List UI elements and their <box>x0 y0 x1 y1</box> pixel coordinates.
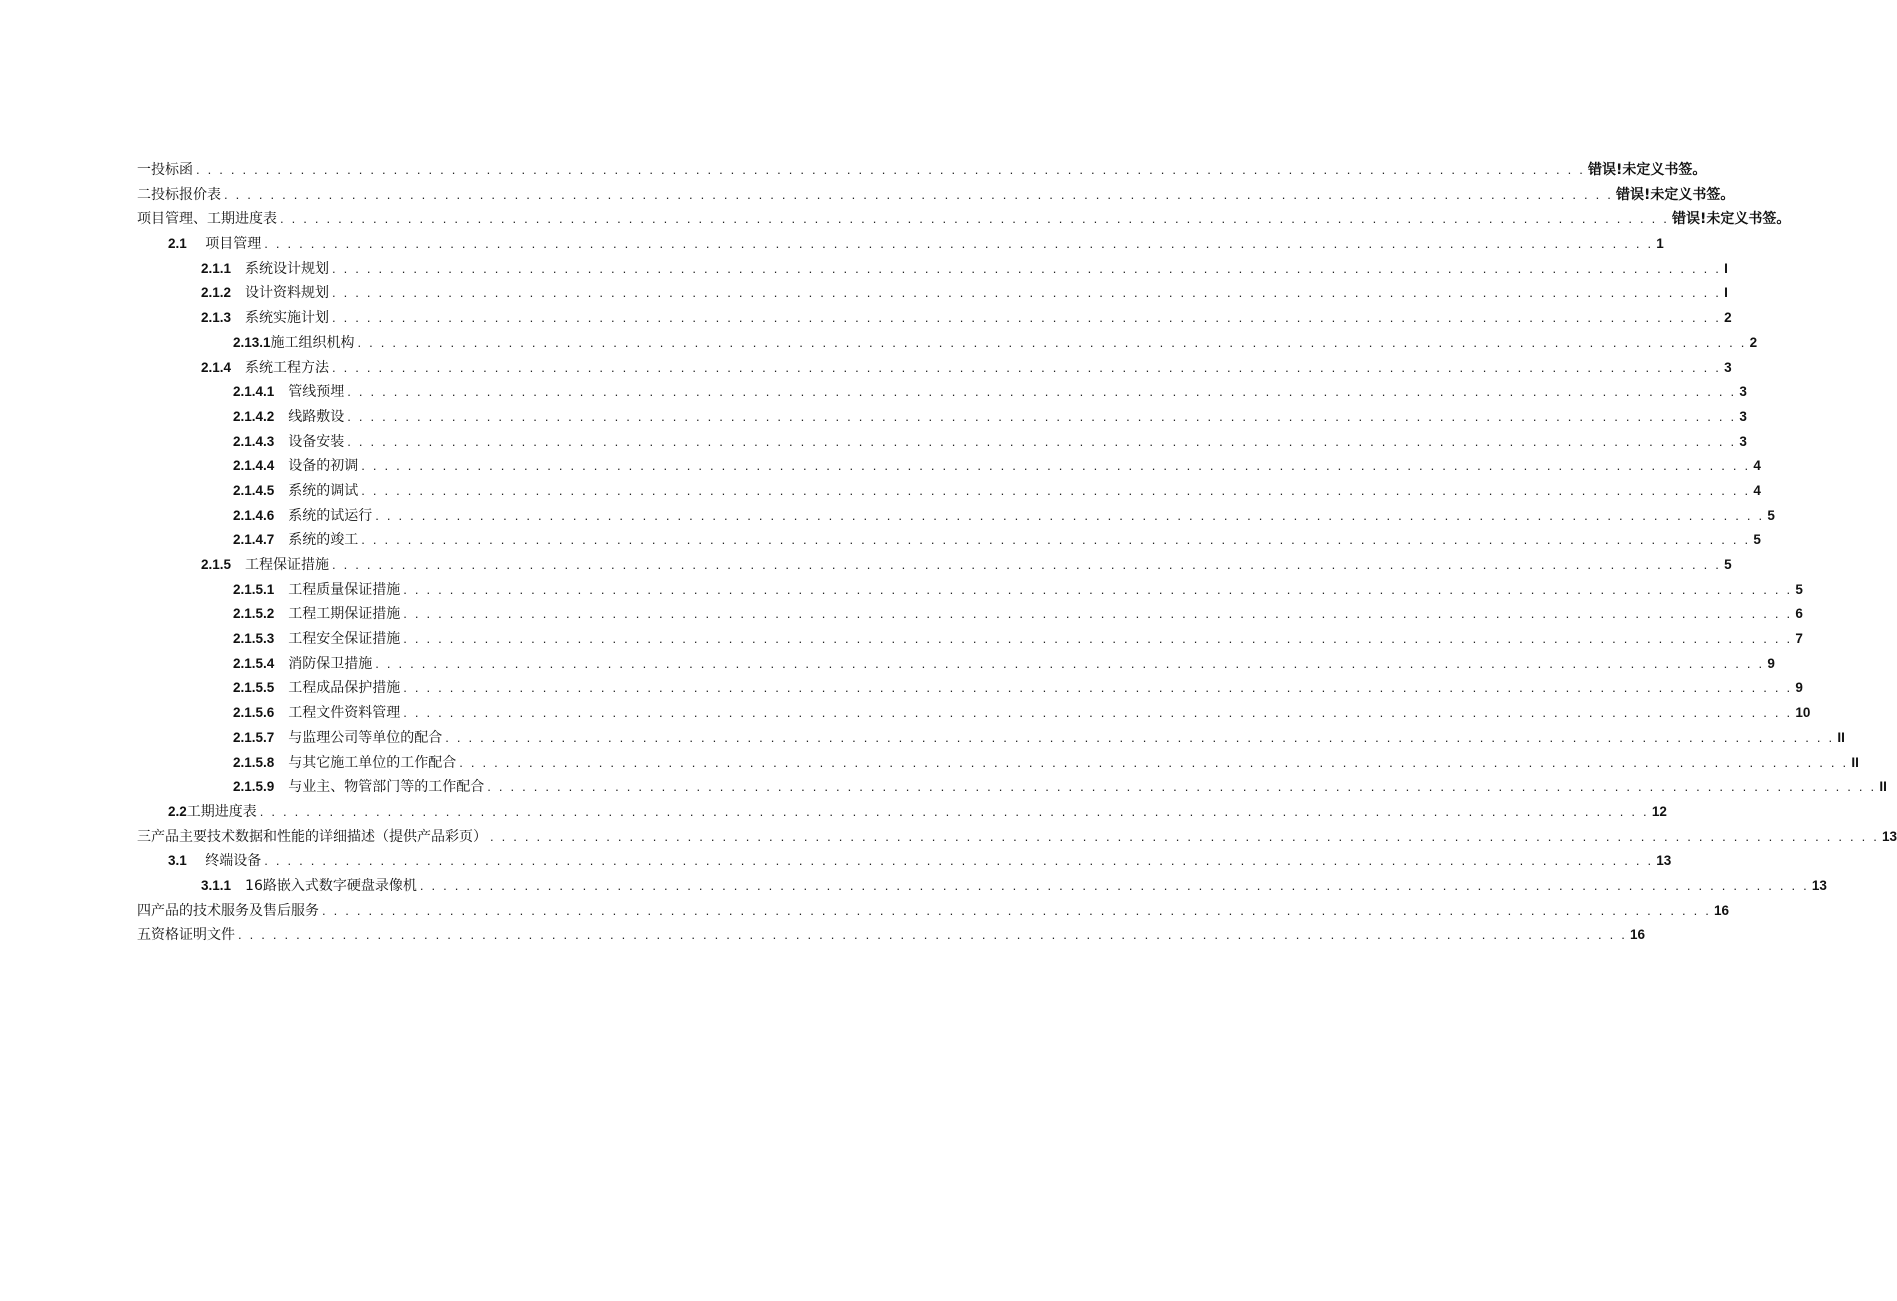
toc-dot-leader: . . . . . . . . . . . . . . . . . . . . . . . . . . . . . . . . . . . . . . . . . . . . . . . . . . . . . . . . . . . . . . . . . . . . . . . . . . . . . . . . . . . . . . . . . . . . . . . . . . . . . . . . . . . . . . . . . . . . . . . . <box>403 581 1793 597</box>
toc-dot-leader: . . . . . . . . . . . . . . . . . . . . . . . . . . . . . . . . . . . . . . . . . . . . . . . . . . . . . . . . . . . . . . . . . . . . . . . . . . . . . . . . . . . . . . . . . . . . . . . . . . . . . . . . . . . . . . . . . . . . . . . . <box>332 557 1722 572</box>
toc-entry-number: 2.1.1 <box>201 260 232 276</box>
toc-dot-leader: . . . . . . . . . . . . . . . . . . . . . . . . . . . . . . . . . . . . . . . . . . . . . . . . . . . . . . . . . . . . . . . . . . . . . . . . . . . . . . . . . . . . . . . . . . . . . . . . . . . . . . . . . . . . . . . . . . . . . . . . <box>375 655 1765 671</box>
toc-entry[interactable] <box>0 331 1758 356</box>
toc-entry-title: 系统设计规划 <box>245 260 330 277</box>
toc-entry-label <box>233 652 372 677</box>
toc-entry-number: 2.1.2 <box>201 285 232 301</box>
toc-entry-gap <box>274 680 288 696</box>
toc-page-number: 5 <box>1767 507 1775 523</box>
toc-entry-label <box>233 775 484 800</box>
toc-page-number: 16 <box>1714 902 1730 918</box>
toc-page-number: 错误!未定义书签。 <box>1588 162 1707 178</box>
toc-entry-gap <box>231 310 245 326</box>
toc-entry-title: 终端设备 <box>205 853 262 870</box>
toc-page-number: 10 <box>1795 705 1811 721</box>
toc-entry[interactable] <box>0 578 1803 603</box>
toc-entry-title: 设备的初调 <box>288 458 359 475</box>
toc-dot-leader: . . . . . . . . . . . . . . . . . . . . . . . . . . . . . . . . . . . . . . . . . . . . . . . . . . . . . . . . . . . . . . . . . . . . . . . . . . . . . . . . . . . . . . . . . . . . . . . . . . . . . . . . . . . . . . . . . . . . . . . . <box>322 902 1712 918</box>
toc-entry-gap <box>274 483 288 499</box>
toc-entry-label <box>233 701 400 726</box>
toc-entry[interactable] <box>0 232 1664 257</box>
toc-page-number: 5 <box>1724 557 1732 572</box>
toc-dot-leader: . . . . . . . . . . . . . . . . . . . . . . . . . . . . . . . . . . . . . . . . . . . . . . . . . . . . . . . . . . . . . . . . . . . . . . . . . . . . . . . . . . . . . . . . . . . . . . . . . . . . . . . . . . . . . . . . . . . . . . . . <box>361 482 1751 498</box>
toc-dot-leader: . . . . . . . . . . . . . . . . . . . . . . . . . . . . . . . . . . . . . . . . . . . . . . . . . . . . . . . . . . . . . . . . . . . . . . . . . . . . . . . . . . . . . . . . . . . . . . . . . . . . . . . . . . . . . . . . . . . . . . . . <box>357 334 1747 350</box>
toc-entry-label <box>168 849 261 874</box>
toc-page-number: 3 <box>1739 408 1747 424</box>
toc-entry-title: 工程质量保证措施 <box>288 581 401 598</box>
toc-entry-label <box>233 726 442 751</box>
toc-entry-gap <box>274 730 288 746</box>
toc-entry-gap <box>187 236 205 252</box>
toc-page-number: 9 <box>1795 680 1803 696</box>
toc-entry-title: 工期进度表 <box>186 803 257 820</box>
toc-page-number: 4 <box>1753 482 1761 498</box>
toc-entry-number: 2.1.4.2 <box>233 408 275 424</box>
toc-page-number: I <box>1724 260 1728 276</box>
toc-entry-label <box>137 183 221 208</box>
toc-entry-number: 2.1.4.6 <box>233 507 275 523</box>
toc-entry-number: 2.1.4 <box>201 359 232 375</box>
toc-entry-number: 2.1.5.5 <box>233 680 275 696</box>
toc-entry-number: 2.1.5.6 <box>233 705 275 721</box>
toc-page-number: 2 <box>1724 310 1732 326</box>
toc-entry-gap <box>274 606 288 622</box>
toc-page-number: 3 <box>1739 384 1747 400</box>
toc-entry-title: 线路敷设 <box>288 408 345 425</box>
toc-entry-gap <box>274 656 288 672</box>
toc-entry-title: 16路嵌入式数字硬盘录像机 <box>245 877 417 894</box>
toc-entry[interactable] <box>0 479 1761 504</box>
toc-dot-leader: . . . . . . . . . . . . . . . . . . . . . . . . . . . . . . . . . . . . . . . . . . . . . . . . . . . . . . . . . . . . . . . . . . . . . . . . . . . . . . . . . . . . . . . . . . . . . . . . . . . . . . . . . . . . . . . . . . . . . . . . <box>332 359 1722 375</box>
toc-entry-number: 2.1.5.3 <box>233 631 275 647</box>
toc-entry[interactable] <box>0 207 1791 232</box>
toc-entry[interactable] <box>0 356 1732 381</box>
toc-entry[interactable] <box>0 528 1761 553</box>
toc-entry-number: 2.1.4.4 <box>233 458 275 474</box>
toc-entry[interactable] <box>0 504 1775 529</box>
toc-entry-title: 系统的试运行 <box>288 507 373 524</box>
toc-entry-label <box>233 676 400 701</box>
toc-entry-title: 五资格证明文件 <box>137 927 235 944</box>
toc-page-number: 1 <box>1656 236 1664 252</box>
toc-entry[interactable] <box>0 899 1730 924</box>
toc-entry-title: 项目管理、工期进度表 <box>137 211 277 228</box>
toc-entry[interactable] <box>0 775 1887 800</box>
toc-entry-number: 2.1.5.7 <box>233 729 275 745</box>
toc-entry[interactable] <box>0 257 1728 282</box>
toc-entry-number: 2.1.5.4 <box>233 655 275 671</box>
toc-page-number: 7 <box>1795 631 1803 647</box>
toc-dot-leader: . . . . . . . . . . . . . . . . . . . . . . . . . . . . . . . . . . . . . . . . . . . . . . . . . . . . . . . . . . . . . . . . . . . . . . . . . . . . . . . . . . . . . . . . . . . . . . . . . . . . . . . . . . . . . . . . . . . . . . . . <box>375 507 1765 523</box>
toc-entry-gap <box>231 261 245 277</box>
toc-entry-label <box>233 454 358 479</box>
toc-entry-gap <box>274 458 288 474</box>
toc-entry-title: 与其它施工单位的工作配合 <box>288 754 457 771</box>
toc-page-number: 2 <box>1749 334 1758 350</box>
toc-entry-label <box>137 899 319 924</box>
toc-entry-title: 项目管理 <box>205 236 262 253</box>
toc-entry-title: 系统的竣工 <box>288 532 359 549</box>
toc-page-number: II <box>1851 754 1859 770</box>
toc-dot-leader: . . . . . . . . . . . . . . . . . . . . . . . . . . . . . . . . . . . . . . . . . . . . . . . . . . . . . . . . . . . . . . . . . . . . . . . . . . . . . . . . . . . . . . . . . . . . . . . . . . . . . . . . . . . . . . . . . . . . . . . . <box>403 631 1793 647</box>
toc-dot-leader: . . . . . . . . . . . . . . . . . . . . . . . . . . . . . . . . . . . . . . . . . . . . . . . . . . . . . . . . . . . . . . . . . . . . . . . . . . . . . . . . . . . . . . . . . . . . . . . . . . . . . . . . . . . . . . . . . . . . . . . . <box>347 408 1737 424</box>
toc-entry-gap <box>274 532 288 548</box>
toc-entry-gap <box>274 779 288 795</box>
toc-dot-leader: . . . . . . . . . . . . . . . . . . . . . . . . . . . . . . . . . . . . . . . . . . . . . . . . . . . . . . . . . . . . . . . . . . . . . . . . . . . . . . . . . . . . . . . . . . . . . . . . . . . . . . . . . . . . . . . . . . . . . . . . <box>332 310 1722 326</box>
toc-page-number: 9 <box>1767 655 1775 671</box>
toc-entry[interactable] <box>0 849 1672 874</box>
toc-page-number: 12 <box>1651 803 1667 819</box>
toc-entry-title: 四产品的技术服务及售后服务 <box>137 902 319 919</box>
toc-dot-leader: . . . . . . . . . . . . . . . . . . . . . . . . . . . . . . . . . . . . . . . . . . . . . . . . . . . . . . . . . . . . . . . . . . . . . . . . . . . . . . . . . . . . . . . . . . . . . . . . . . . . . . . . . . . . . . . . . . . . . . . . <box>347 433 1737 449</box>
toc-entry[interactable] <box>0 627 1803 652</box>
toc-entry-label <box>137 207 277 232</box>
toc-entry-gap <box>231 285 245 301</box>
toc-entry[interactable] <box>0 923 1646 948</box>
toc-entry-label <box>137 923 235 948</box>
toc-entry-gap <box>231 878 245 894</box>
toc-entry-label <box>233 602 400 627</box>
toc-dot-leader: . . . . . . . . . . . . . . . . . . . . . . . . . . . . . . . . . . . . . . . . . . . . . . . . . . . . . . . . . . . . . . . . . . . . . . . . . . . . . . . . . . . . . . . . . . . . . . . . . . . . . . . . . . . . . . . . . . . . . . . . <box>403 680 1793 696</box>
toc-entry-label <box>233 504 372 529</box>
toc-page-number: 5 <box>1753 532 1761 548</box>
toc-dot-leader: . . . . . . . . . . . . . . . . . . . . . . . . . . . . . . . . . . . . . . . . . . . . . . . . . . . . . . . . . . . . . . . . . . . . . . . . . . . . . . . . . . . . . . . . . . . . . . . . . . . . . . . . . . . . . . . . . . . . . . . . <box>487 779 1877 795</box>
toc-entry[interactable] <box>0 800 1667 825</box>
toc-entry[interactable] <box>0 405 1747 430</box>
toc-entry-title: 系统实施计划 <box>245 310 330 327</box>
toc-dot-leader: . . . . . . . . . . . . . . . . . . . . . . . . . . . . . . . . . . . . . . . . . . . . . . . . . . . . . . . . . . . . . . . . . . . . . . . . . . . . . . . . . . . . . . . . . . . . . . . . . . . . . . . . . . . . . . . . . . . . . . . . <box>332 260 1722 276</box>
toc-entry-gap <box>274 409 288 425</box>
toc-dot-leader: . . . . . . . . . . . . . . . . . . . . . . . . . . . . . . . . . . . . . . . . . . . . . . . . . . . . . . . . . . . . . . . . . . . . . . . . . . . . . . . . . . . . . . . . . . . . . . . . . . . . . . . . . . . . . . . . . . . . . . . . <box>403 705 1793 721</box>
toc-entry-label <box>201 281 329 306</box>
toc-page-number: 13 <box>1656 853 1672 869</box>
toc-entry-number: 2.1.4.1 <box>233 384 275 400</box>
toc-entry[interactable] <box>0 701 1811 726</box>
toc-page-number: 6 <box>1795 606 1803 622</box>
toc-page-number: 3 <box>1739 433 1747 449</box>
toc-entry-number: 3.1 <box>168 853 187 869</box>
toc-entry[interactable] <box>0 726 1845 751</box>
toc-entry-label <box>233 627 400 652</box>
toc-dot-leader: . . . . . . . . . . . . . . . . . . . . . . . . . . . . . . . . . . . . . . . . . . . . . . . . . . . . . . . . . . . . . . . . . . . . . . . . . . . . . . . . . . . . . . . . . . . . . . . . . . . . . . . . . . . . . . . . . . . . . . . . <box>361 458 1751 474</box>
toc-dot-leader: . . . . . . . . . . . . . . . . . . . . . . . . . . . . . . . . . . . . . . . . . . . . . . . . . . . . . . . . . . . . . . . . . . . . . . . . . . . . . . . . . . . . . . . . . . . . . . . . . . . . . . . . . . . . . . . . . . . . . . . . <box>459 754 1849 770</box>
toc-page-number: II <box>1837 729 1845 745</box>
toc-entry-title: 系统工程方法 <box>245 359 330 376</box>
toc-dot-leader: . . . . . . . . . . . . . . . . . . . . . . . . . . . . . . . . . . . . . . . . . . . . . . . . . . . . . . . . . . . . . . . . . . . . . . . . . . . . . . . . . . . . . . . . . . . . . . . . . . . . . . . . . . . . . . . . . . . . . . . . <box>238 927 1628 943</box>
toc-entry-number: 2.1 <box>168 236 187 252</box>
toc-page-number: 错误!未定义书签。 <box>1672 211 1791 228</box>
toc-entry-number: 2.13.1 <box>233 334 271 350</box>
toc-dot-leader: . . . . . . . . . . . . . . . . . . . . . . . . . . . . . . . . . . . . . . . . . . . . . . . . . . . . . . . . . . . . . . . . . . . . . . . . . . . . . . . . . . . . . . . . . . . . . . . . . . . . . . . . . . . . . . . . . . . . . . . . <box>445 729 1835 745</box>
toc-page-number: 错误!未定义书签。 <box>1616 186 1735 203</box>
toc-entry-title: 设备安装 <box>288 433 345 450</box>
toc-dot-leader: . . . . . . . . . . . . . . . . . . . . . . . . . . . . . . . . . . . . . . . . . . . . . . . . . . . . . . . . . . . . . . . . . . . . . . . . . . . . . . . . . . . . . . . . . . . . . . . . . . . . . . . . . . . . . . . . . . . . . . . . <box>264 853 1654 869</box>
toc-entry-label <box>233 751 456 776</box>
toc-entry[interactable] <box>0 602 1803 627</box>
toc-dot-leader: . . . . . . . . . . . . . . . . . . . . . . . . . . . . . . . . . . . . . . . . . . . . . . . . . . . . . . . . . . . . . . . . . . . . . . . . . . . . . . . . . . . . . . . . . . . . . . . . . . . . . . . . . . . . . . . . . . . . . . . . <box>403 606 1793 622</box>
toc-entry-number: 2.1.4.5 <box>233 482 275 498</box>
toc-entry-title: 一投标函 <box>137 162 193 178</box>
toc-entry-number: 2.1.5.9 <box>233 779 275 795</box>
toc-entry-title: 工程成品保护措施 <box>288 680 401 697</box>
toc-entry-title: 系统的调试 <box>288 482 359 499</box>
toc-entry-label <box>137 825 487 850</box>
toc-page-number: 4 <box>1753 458 1761 474</box>
toc-entry-number: 2.1.4.7 <box>233 532 275 548</box>
toc-entry-title: 三产品主要技术数据和性能的详细描述（提供产品彩页） <box>137 828 487 845</box>
toc-entry-gap <box>231 557 245 573</box>
toc-entry-label <box>201 874 417 899</box>
toc-entry-title: 消防保卫措施 <box>288 655 373 672</box>
toc-entry-gap <box>274 434 288 450</box>
toc-entry-label <box>233 528 358 553</box>
toc-page-number: I <box>1724 285 1728 301</box>
toc-entry-gap <box>274 755 288 771</box>
toc-entry-number: 2.2 <box>168 803 187 819</box>
toc-page-number: II <box>1879 779 1887 795</box>
toc-dot-leader: . . . . . . . . . . . . . . . . . . . . . . . . . . . . . . . . . . . . . . . . . . . . . . . . . . . . . . . . . . . . . . . . . . . . . . . . . . . . . . . . . . . . . . . . . . . . . . . . . . . . . . . . . . . . . . . . . . . . . . . . <box>264 236 1654 252</box>
toc-entry-title: 施工组织机构 <box>270 334 355 351</box>
toc-entry[interactable] <box>0 676 1803 701</box>
toc-page-number: 5 <box>1795 581 1803 597</box>
toc-entry-gap <box>274 508 288 524</box>
toc-entry-gap <box>231 360 245 376</box>
toc-entry-title: 工程保证措施 <box>245 557 330 573</box>
toc-entry-number: 2.1.4.3 <box>233 433 275 449</box>
toc-entry-number: 2.1.5.2 <box>233 606 275 622</box>
toc-entry-gap <box>274 705 288 721</box>
toc-entry-number: 3.1.1 <box>201 877 232 893</box>
toc-entry-label <box>168 800 257 825</box>
toc-entry[interactable] <box>0 454 1761 479</box>
toc-entry-label <box>137 158 193 183</box>
toc-entry-label <box>233 479 358 504</box>
toc-entry-title: 与业主、物管部门等的工作配合 <box>288 779 485 796</box>
toc-entry[interactable] <box>0 874 1827 899</box>
toc-entry-label <box>201 306 329 331</box>
toc-dot-leader: . . . . . . . . . . . . . . . . . . . . . . . . . . . . . . . . . . . . . . . . . . . . . . . . . . . . . . . . . . . . . . . . . . . . . . . . . . . . . . . . . . . . . . . . . . . . . . . . . . . . . . . . . . . . . . . . . . . . . . . . <box>332 285 1722 301</box>
table-of-contents <box>0 158 1897 948</box>
toc-entry-number: 2.1.3 <box>201 310 232 326</box>
toc-entry[interactable] <box>0 183 1735 208</box>
toc-entry-title: 管线预埋 <box>288 384 345 401</box>
toc-page-number: 13 <box>1882 828 1897 844</box>
toc-entry-number: 2.1.5 <box>201 557 232 572</box>
toc-entry-label <box>201 553 329 578</box>
toc-dot-leader: . . . . . . . . . . . . . . . . . . . . . . . . . . . . . . . . . . . . . . . . . . . . . . . . . . . . . . . . . . . . . . . . . . . . . . . . . . . . . . . . . . . . . . . . . . . . . . . . . . . . . . . . . . . . . . . . . . . . . . . . <box>419 877 1809 893</box>
toc-entry-label <box>233 430 344 455</box>
toc-page-number: 16 <box>1630 927 1646 943</box>
toc-entry-label <box>233 380 344 405</box>
toc-dot-leader: . . . . . . . . . . . . . . . . . . . . . . . . . . . . . . . . . . . . . . . . . . . . . . . . . . . . . . . . . . . . . . . . . . . . . . . . . . . . . . . . . . . . . . . . . . . . . . . . . . . . . . . . . . . . . . . . . . . . . . . . <box>280 211 1670 227</box>
toc-entry[interactable] <box>0 158 1707 183</box>
toc-entry-number: 2.1.5.1 <box>233 581 275 597</box>
toc-entry-title: 设计资料规划 <box>245 285 330 302</box>
toc-entry-label <box>233 578 400 603</box>
toc-entry[interactable] <box>0 751 1859 776</box>
toc-entry[interactable] <box>0 430 1747 455</box>
toc-entry[interactable] <box>0 380 1747 405</box>
toc-page-number: 13 <box>1811 877 1827 893</box>
toc-page-number: 3 <box>1724 359 1732 375</box>
toc-entry-label <box>201 356 329 381</box>
toc-entry[interactable] <box>0 281 1728 306</box>
toc-dot-leader: . . . . . . . . . . . . . . . . . . . . . . . . . . . . . . . . . . . . . . . . . . . . . . . . . . . . . . . . . . . . . . . . . . . . . . . . . . . . . . . . . . . . . . . . . . . . . . . . . . . . . . . . . . . . . . . . . . . . . . . . <box>490 828 1880 844</box>
toc-dot-leader: . . . . . . . . . . . . . . . . . . . . . . . . . . . . . . . . . . . . . . . . . . . . . . . . . . . . . . . . . . . . . . . . . . . . . . . . . . . . . . . . . . . . . . . . . . . . . . . . . . . . . . . . . . . . . . . . . . . . . . . . <box>347 384 1737 400</box>
toc-entry[interactable] <box>0 306 1732 331</box>
toc-entry[interactable] <box>0 553 1732 578</box>
toc-entry-title: 与监理公司等单位的配合 <box>288 729 443 746</box>
toc-entry-label <box>168 232 261 257</box>
toc-entry[interactable] <box>0 652 1775 677</box>
toc-entry-title: 二投标报价表 <box>137 186 221 203</box>
toc-entry-gap <box>274 384 288 400</box>
toc-entry-label <box>233 331 355 356</box>
toc-dot-leader: . . . . . . . . . . . . . . . . . . . . . . . . . . . . . . . . . . . . . . . . . . . . . . . . . . . . . . . . . . . . . . . . . . . . . . . . . . . . . . . . . . . . . . . . . . . . . . . . . . . . . . . . . . . . . . . . . . . . . . . . <box>259 803 1649 819</box>
toc-entry-gap <box>274 582 288 598</box>
toc-entry-label <box>201 257 329 282</box>
toc-entry-gap <box>274 631 288 647</box>
toc-entry-title: 工程安全保证措施 <box>288 631 401 648</box>
toc-entry[interactable] <box>0 825 1897 850</box>
toc-entry-gap <box>187 853 205 869</box>
toc-dot-leader: . . . . . . . . . . . . . . . . . . . . . . . . . . . . . . . . . . . . . . . . . . . . . . . . . . . . . . . . . . . . . . . . . . . . . . . . . . . . . . . . . . . . . . . . . . . . . . . . . . . . . . . . . . . . . . . . . . . . . . . . <box>361 532 1751 548</box>
toc-entry-number: 2.1.5.8 <box>233 754 275 770</box>
toc-entry-label <box>233 405 344 430</box>
toc-dot-leader: . . . . . . . . . . . . . . . . . . . . . . . . . . . . . . . . . . . . . . . . . . . . . . . . . . . . . . . . . . . . . . . . . . . . . . . . . . . . . . . . . . . . . . . . . . . . . . . . . . . . . . . . . . . . . . . . . . . . . . . . <box>196 162 1586 177</box>
toc-dot-leader: . . . . . . . . . . . . . . . . . . . . . . . . . . . . . . . . . . . . . . . . . . . . . . . . . . . . . . . . . . . . . . . . . . . . . . . . . . . . . . . . . . . . . . . . . . . . . . . . . . . . . . . . . . . . . . . . . . . . . . . . <box>224 186 1614 202</box>
toc-entry-title: 工程工期保证措施 <box>288 606 401 623</box>
toc-entry-title: 工程文件资料管理 <box>288 705 401 722</box>
